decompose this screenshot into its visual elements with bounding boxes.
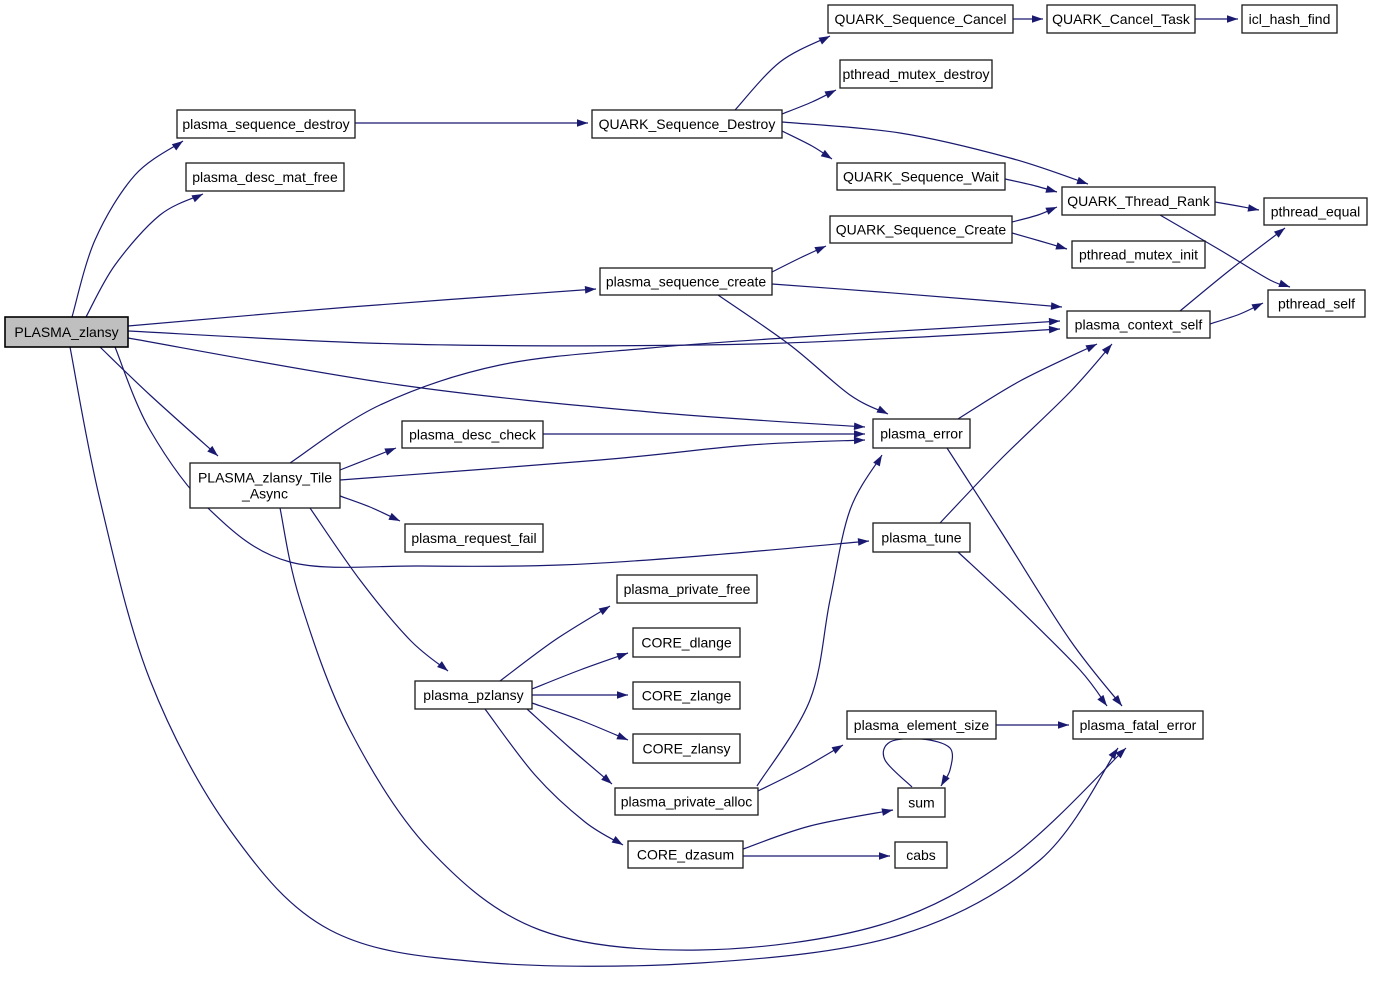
node-PLASMA_zlansy[interactable] bbox=[5, 317, 128, 347]
node-label: QUARK_Sequence_Destroy bbox=[598, 116, 776, 132]
node-label: pthread_equal bbox=[1270, 203, 1361, 220]
arrowhead bbox=[941, 775, 950, 786]
edge-plasma_pzlansy-to-CORE_zlange bbox=[532, 691, 628, 699]
node-label: pthread_mutex_init bbox=[1078, 246, 1199, 263]
node-label: plasma_private_free bbox=[623, 581, 751, 597]
node-label: CORE_zlansy bbox=[642, 740, 731, 757]
edge-QUARK_Sequence_Destroy-to-QUARK_Sequence_Wait bbox=[782, 131, 832, 159]
edge-PLASMA_zlansy-to-PLASMA_zlansy_Tile_Async bbox=[100, 347, 218, 456]
node-pthread_mutex_destroy[interactable] bbox=[840, 60, 992, 88]
edge-QUARK_Cancel_Task-to-icl_hash_find bbox=[1195, 15, 1238, 23]
node-label: plasma_tune bbox=[881, 529, 962, 546]
arrowhead bbox=[384, 448, 396, 456]
node-pthread_equal[interactable] bbox=[1264, 198, 1367, 225]
node-plasma_fatal_error[interactable] bbox=[1073, 711, 1203, 739]
arrowhead bbox=[1274, 228, 1285, 238]
arrowhead bbox=[1251, 303, 1263, 311]
arrowhead bbox=[616, 732, 628, 740]
edge-PLASMA_zlansy_Tile_Async-to-plasma_fatal_error bbox=[280, 508, 1126, 950]
edge-QUARK_Sequence_Create-to-pthread_mutex_init bbox=[1012, 233, 1067, 250]
edge-PLASMA_zlansy_Tile_Async-to-plasma_desc_check bbox=[340, 448, 396, 470]
arrowhead bbox=[577, 119, 588, 127]
node-label: plasma_sequence_destroy bbox=[182, 116, 350, 132]
node-QUARK_Cancel_Task[interactable] bbox=[1047, 5, 1195, 33]
arrowhead bbox=[818, 36, 830, 44]
arrowhead bbox=[1097, 695, 1107, 706]
node-plasma_context_self[interactable] bbox=[1067, 311, 1210, 338]
node-label: PLASMA_zlansy_Tile _Async bbox=[197, 469, 333, 502]
edge-QUARK_Sequence_Destroy-to-QUARK_Sequence_Cancel bbox=[735, 36, 830, 110]
node-QUARK_Sequence_Create[interactable] bbox=[830, 216, 1012, 243]
node-CORE_zlange[interactable] bbox=[633, 682, 740, 709]
edge-plasma_error-to-plasma_context_self bbox=[958, 344, 1097, 419]
node-label: plasma_desc_check bbox=[409, 426, 536, 443]
edge-PLASMA_zlansy-to-plasma_sequence_destroy bbox=[72, 141, 183, 317]
node-label: CORE_dlange bbox=[641, 634, 732, 651]
node-plasma_desc_check[interactable] bbox=[402, 421, 543, 448]
arrowhead bbox=[599, 606, 610, 615]
arrowhead bbox=[388, 513, 400, 521]
arrowhead bbox=[616, 653, 628, 660]
edge-PLASMA_zlansy-to-plasma_context_self bbox=[128, 326, 1060, 346]
node-QUARK_Sequence_Wait[interactable] bbox=[837, 163, 1005, 190]
edge-PLASMA_zlansy-to-plasma_error bbox=[128, 338, 865, 430]
arrowhead bbox=[1102, 344, 1112, 355]
edge-plasma_private_alloc-to-plasma_element_size bbox=[758, 745, 843, 791]
edge-plasma_pzlansy-to-plasma_private_free bbox=[500, 606, 610, 681]
arrowhead bbox=[1278, 280, 1290, 287]
node-label: plasma_desc_mat_free bbox=[192, 169, 338, 185]
arrowhead bbox=[873, 455, 882, 466]
node-sum[interactable] bbox=[898, 788, 945, 817]
node-QUARK_Sequence_Destroy[interactable] bbox=[592, 110, 782, 138]
node-label: plasma_error bbox=[880, 425, 963, 442]
node-label: plasma_private_alloc bbox=[620, 793, 753, 810]
node-plasma_sequence_destroy[interactable] bbox=[177, 110, 355, 138]
arrowhead bbox=[824, 90, 836, 98]
node-cabs[interactable] bbox=[895, 842, 947, 868]
arrowhead bbox=[854, 422, 865, 430]
arrowhead bbox=[1247, 204, 1259, 211]
arrowhead bbox=[814, 246, 826, 254]
arrowhead bbox=[172, 141, 183, 150]
edge-QUARK_Sequence_Destroy-to-pthread_mutex_destroy bbox=[782, 90, 836, 114]
edge-plasma_element_size-to-plasma_fatal_error bbox=[996, 721, 1069, 729]
arrowhead bbox=[879, 852, 890, 860]
node-pthread_mutex_init[interactable] bbox=[1072, 241, 1205, 268]
node-plasma_error[interactable] bbox=[873, 419, 970, 448]
node-QUARK_Sequence_Cancel[interactable] bbox=[828, 5, 1013, 33]
edge-PLASMA_zlansy-to-plasma_desc_mat_free bbox=[86, 194, 203, 317]
node-icl_hash_find[interactable] bbox=[1242, 5, 1337, 33]
node-label: CORE_zlange bbox=[641, 687, 732, 704]
edge-QUARK_Sequence_Wait-to-QUARK_Thread_Rank bbox=[1005, 179, 1057, 193]
arrowhead bbox=[1045, 185, 1057, 192]
arrowhead bbox=[821, 150, 832, 159]
edge-plasma_sequence_create-to-plasma_error bbox=[718, 295, 888, 414]
node-plasma_private_free[interactable] bbox=[617, 575, 757, 603]
edge-QUARK_Sequence_Cancel-to-QUARK_Cancel_Task bbox=[1013, 15, 1043, 23]
arrowhead bbox=[854, 437, 865, 445]
node-plasma_desc_mat_free[interactable] bbox=[186, 163, 344, 191]
edge-sum-to-sum bbox=[883, 739, 952, 787]
node-label: CORE_dzasum bbox=[636, 846, 735, 863]
edge-CORE_dzasum-to-sum bbox=[743, 808, 893, 849]
arrowhead bbox=[585, 286, 596, 294]
edge-plasma_sequence_destroy-to-QUARK_Sequence_Destroy bbox=[355, 119, 588, 127]
node-label: plasma_element_size bbox=[853, 717, 990, 733]
edge-plasma_pzlansy-to-CORE_zlansy bbox=[532, 703, 628, 740]
node-plasma_element_size[interactable] bbox=[847, 711, 996, 739]
edge-plasma_context_self-to-pthread_self bbox=[1210, 303, 1263, 324]
node-PLASMA_zlansy_Tile_Async[interactable] bbox=[190, 463, 340, 508]
edge-plasma_tune-to-plasma_fatal_error bbox=[958, 552, 1107, 706]
node-plasma_pzlansy[interactable] bbox=[415, 681, 532, 709]
arrowhead bbox=[1049, 326, 1060, 334]
edge-PLASMA_zlansy-to-plasma_sequence_create bbox=[128, 286, 596, 326]
edge-plasma_error-to-plasma_fatal_error bbox=[947, 448, 1122, 706]
arrowhead bbox=[1076, 177, 1088, 184]
node-label: plasma_context_self bbox=[1074, 316, 1203, 333]
node-plasma_tune[interactable] bbox=[873, 523, 970, 552]
node-label: pthread_mutex_destroy bbox=[842, 66, 990, 82]
node-label: plasma_sequence_create bbox=[605, 273, 767, 290]
node-label: plasma_pzlansy bbox=[423, 687, 524, 703]
edge-plasma_pzlansy-to-plasma_private_alloc bbox=[527, 709, 612, 784]
node-label: cabs bbox=[906, 847, 936, 863]
edge-plasma_pzlansy-to-CORE_dlange bbox=[532, 653, 628, 689]
arrowhead bbox=[876, 406, 888, 414]
arrowhead bbox=[1032, 15, 1043, 23]
node-CORE_zlansy[interactable] bbox=[633, 734, 740, 763]
edge-CORE_dzasum-to-cabs bbox=[743, 852, 890, 860]
node-plasma_sequence_create[interactable] bbox=[600, 268, 772, 295]
arrowhead bbox=[854, 430, 865, 438]
arrowhead bbox=[832, 745, 843, 754]
arrowhead bbox=[1058, 721, 1069, 729]
node-label: QUARK_Sequence_Cancel bbox=[834, 11, 1007, 27]
edge-plasma_sequence_create-to-plasma_context_self bbox=[772, 284, 1062, 310]
node-label: pthread_self bbox=[1277, 295, 1356, 312]
node-QUARK_Thread_Rank[interactable] bbox=[1062, 187, 1215, 215]
node-label: icl_hash_find bbox=[1248, 11, 1331, 27]
node-label: plasma_request_fail bbox=[411, 530, 537, 546]
edge-plasma_desc_check-to-plasma_error bbox=[543, 430, 865, 438]
node-label: QUARK_Sequence_Wait bbox=[843, 168, 999, 185]
edge-QUARK_Sequence_Create-to-QUARK_Thread_Rank bbox=[1012, 207, 1057, 222]
arrowhead bbox=[617, 691, 628, 699]
arrowhead bbox=[1055, 242, 1067, 249]
node-plasma_private_alloc[interactable] bbox=[615, 788, 758, 815]
arrowhead bbox=[1049, 318, 1060, 326]
node-CORE_dlange[interactable] bbox=[633, 628, 740, 657]
node-label: plasma_fatal_error bbox=[1079, 717, 1197, 733]
arrowhead bbox=[1051, 302, 1062, 310]
arrowhead bbox=[437, 661, 448, 671]
arrowhead bbox=[191, 194, 203, 202]
node-plasma_request_fail[interactable] bbox=[405, 524, 543, 552]
node-CORE_dzasum[interactable] bbox=[628, 841, 743, 868]
node-label: QUARK_Sequence_Create bbox=[835, 221, 1007, 238]
node-label: QUARK_Thread_Rank bbox=[1067, 193, 1210, 209]
arrowhead bbox=[1085, 344, 1097, 352]
node-pthread_self[interactable] bbox=[1268, 290, 1365, 317]
arrowhead bbox=[1045, 207, 1057, 215]
arrowhead bbox=[612, 836, 623, 845]
edge-PLASMA_zlansy_Tile_Async-to-plasma_request_fail bbox=[340, 496, 400, 521]
edge-plasma_sequence_create-to-QUARK_Sequence_Create bbox=[772, 246, 826, 272]
node-label: sum bbox=[908, 794, 935, 811]
node-label: QUARK_Cancel_Task bbox=[1052, 11, 1190, 27]
edge-QUARK_Thread_Rank-to-pthread_equal bbox=[1215, 202, 1259, 212]
node-label: PLASMA_zlansy bbox=[14, 324, 119, 340]
arrowhead bbox=[1227, 15, 1238, 23]
arrowhead bbox=[881, 808, 893, 815]
arrowhead bbox=[858, 538, 869, 546]
